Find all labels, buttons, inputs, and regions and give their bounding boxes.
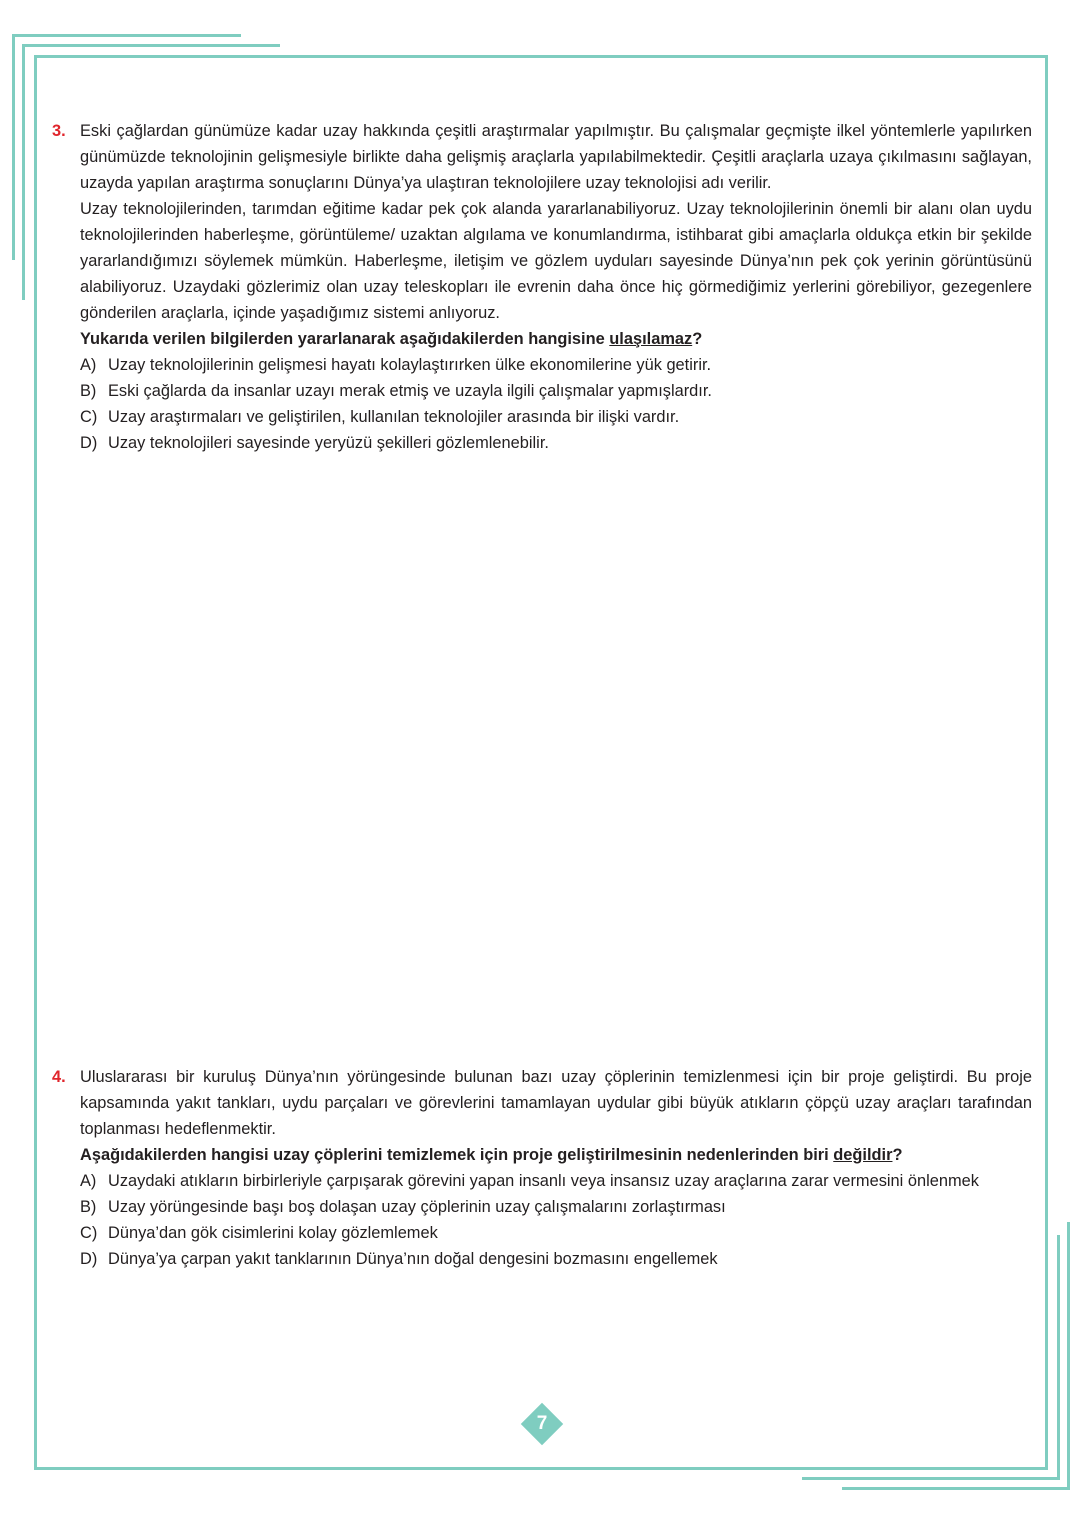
question-3 [52, 118, 1032, 456]
frame-left-line-outer [12, 34, 15, 260]
stem-emphasis: ulaşılamaz [609, 330, 693, 348]
option-text: Uzay teknolojileri sayesinde yeryüzü şekilleri gözlemlenebilir. [108, 434, 549, 452]
frame-top-line-inner [22, 44, 280, 47]
answer-option-a[interactable] [80, 352, 1032, 378]
frame-right-line-outer [1067, 1222, 1070, 1490]
option-text: Uzaydaki atıkların birbirleriyle çarpışarak görevini yapan insanlı veya insansız uzay araçlarına zarar vermesini önlenmek [108, 1172, 979, 1190]
answer-option-a[interactable] [80, 1168, 1032, 1194]
option-letter: A) [80, 356, 97, 374]
question-body [80, 1064, 1032, 1272]
frame-bottom-line-inner [802, 1477, 1060, 1480]
frame-left-line-inner [22, 44, 25, 300]
option-text: Uzay yörüngesinde başı boş dolaşan uzay çöplerinin uzay çalışmalarını zorlaştırması [108, 1198, 726, 1216]
option-letter: B) [80, 1198, 97, 1216]
answer-option-c[interactable] [80, 404, 1032, 430]
question-paragraph: Uzay teknolojilerinden, tarımdan eğitime kadar pek çok alanda yararlanabiliyoruz. Uzay teknolojilerinin önemli bir alanı olan uydu teknolojilerinden haberleşme, görüntüleme/ uzaktan algılama ve konumlandırma, istihbarat gibi amaçlarla oldukça etkin bir şekilde yararlandığımızı söylemek mümkün. Haberleşme, iletişim ve gözlem uyduları sayesinde Dünya’nın pek çok yerinin görüntüsünü alabiliyoruz. Uzaydaki gözlerimiz olan uzay teleskopları ile evrenin daha önce hiç görmediğimiz yerlerini görebiliyor, gezegenlere gönderilen araçlarla, içinde yaşadığımız sistemi anlıyoruz. [80, 200, 1032, 322]
frame-right-line-inner [1057, 1235, 1060, 1479]
answer-option-c[interactable] [80, 1220, 1032, 1246]
option-letter: D) [80, 434, 98, 452]
answer-options [80, 1168, 1032, 1272]
option-letter: A) [80, 1172, 97, 1190]
answer-option-b[interactable] [80, 1194, 1032, 1220]
question-number: 4. [52, 1068, 66, 1086]
answer-option-b[interactable] [80, 378, 1032, 404]
option-text: Uzay teknolojilerinin gelişmesi hayatı kolaylaştırırken ülke ekonomilerine yük getirir. [108, 356, 712, 374]
stem-emphasis: değildir [833, 1146, 893, 1164]
option-text: Eski çağlarda da insanlar uzayı merak etmiş ve uzayla ilgili çalışmalar yapmışlardır. [108, 382, 712, 400]
frame-bottom-line-outer [842, 1487, 1070, 1490]
option-text: Dünya’ya çarpan yakıt tanklarının Dünya’nın doğal dengesini bozmasını engellemek [108, 1250, 718, 1268]
page-number-badge [520, 1402, 564, 1446]
option-letter: B) [80, 382, 97, 400]
question-body [80, 118, 1032, 456]
answer-options [80, 352, 1032, 456]
question-4 [52, 1064, 1032, 1272]
question-paragraph: Uluslararası bir kuruluş Dünya’nın yörüngesinde bulunan bazı uzay çöplerinin temizlenmesi için bir proje geliştirdi. Bu proje kapsamında yakıt tankları, uydu parçaları ve görevlerini tamamlayan uydular gibi büyük atıkların çöpçü uzay araçları tarafından toplanması hedeflenmektir. [80, 1068, 1032, 1138]
answer-option-d[interactable] [80, 430, 1032, 456]
answer-option-d[interactable] [80, 1246, 1032, 1272]
option-letter: D) [80, 1250, 98, 1268]
page-number: 7 [536, 1413, 548, 1434]
question-stem: Yukarıda verilen bilgilerden yararlanarak aşağıdakilerden hangisine ulaşılamaz? [80, 330, 703, 348]
question-number: 3. [52, 122, 66, 140]
question-stem: Aşağıdakilerden hangisi uzay çöplerini temizlemek için proje geliştirilmesinin nedenlerinden biri değildir? [80, 1146, 903, 1164]
question-paragraph: Eski çağlardan günümüze kadar uzay hakkında çeşitli araştırmalar yapılmıştır. Bu çalışmalar geçmişte ilkel yöntemlerle yapılırken günümüzde teknolojinin gelişmesiyle birlikte daha gelişmiş araçlarla yapılabilmektedir. Çeşitli araçlarla uzaya çıkılmasını sağlayan, uzayda yapılan araştırma sonuçlarını Dünya’ya ulaştıran teknolojilere uzay teknolojisi adı verilir. [80, 122, 1032, 192]
option-letter: C) [80, 1224, 98, 1242]
frame-top-line-outer [12, 34, 241, 37]
option-text: Uzay araştırmaları ve geliştirilen, kullanılan teknolojiler arasında bir ilişki vardır. [108, 408, 680, 426]
option-letter: C) [80, 408, 98, 426]
option-text: Dünya’dan gök cisimlerini kolay gözlemlemek [108, 1224, 438, 1242]
